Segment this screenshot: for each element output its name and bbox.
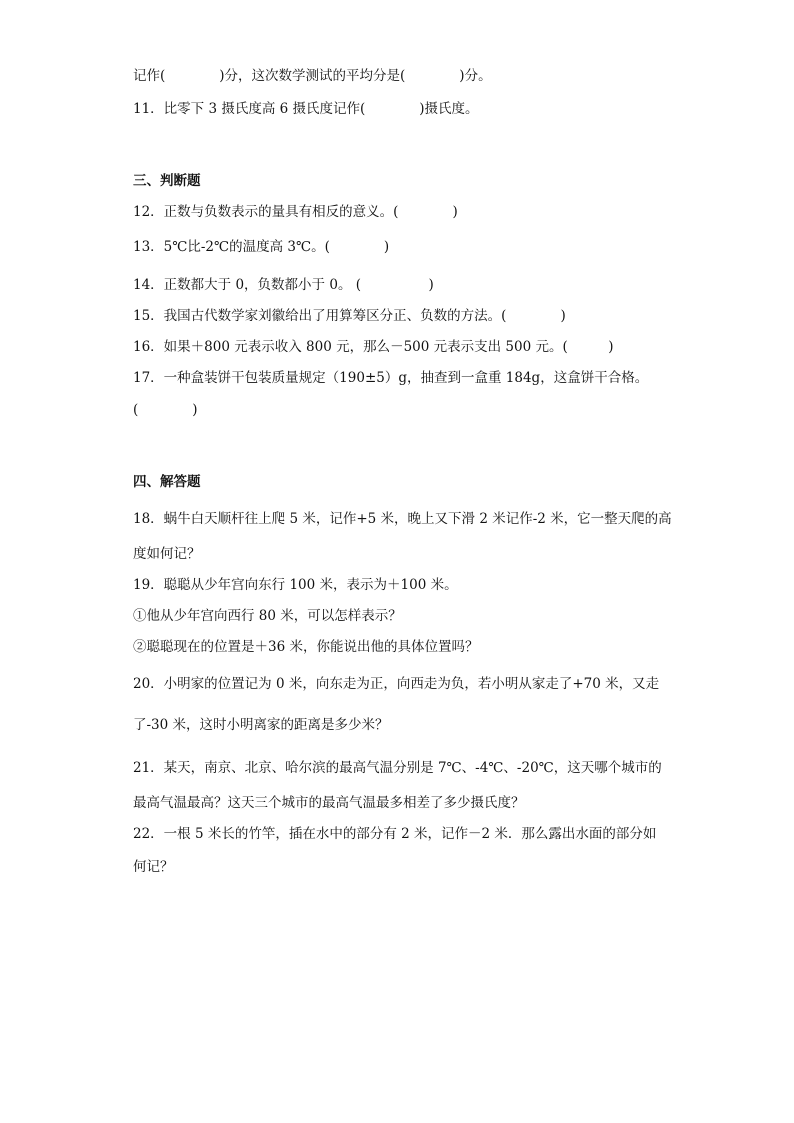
question-18-continued: 度如何记？ [133,546,201,562]
question-19-part-2: ②聪聪现在的位置是＋36 米，你能说出他的具体位置吗？ [133,639,479,655]
question-14: 14．正数都大于 0，负数都小于 0。 ( ) [133,277,434,293]
question-17: 17．一种盒装饼干包装质量规定（190±5）g，抽查到一盒重 184g，这盒饼干合格。 [133,370,649,386]
question-15: 15．我国古代数学家刘徽给出了用算筹区分正、负数的方法。( ) [133,308,566,324]
fill-blank-line-10-continued: 记作( )分，这次数学测试的平均分是( )分。 [133,68,492,84]
question-20-continued: 了-30 米，这时小明离家的距离是多少米？ [133,717,389,733]
question-21-continued: 最高气温最高？这天三个城市的最高气温最多相差了多少摄氏度？ [133,795,525,811]
question-20: 20．小明家的位置记为 0 米，向东走为正，向西走为负，若小明从家走了+70 米，又走 [133,676,660,692]
section-heading-answers: 四、解答题 [133,474,201,490]
question-12: 12．正数与负数表示的量具有相反的意义。( ) [133,204,458,220]
question-18: 18．蜗牛白天顺杆往上爬 5 米，记作+5 米，晚上又下滑 2 米记作-2 米，它一整天爬的高 [133,511,672,527]
question-17-answer-blank: ( ) [133,402,198,418]
question-16: 16．如果＋800 元表示收入 800 元，那么－500 元表示支出 500 元。( ) [133,339,614,355]
question-11: 11．比零下 3 摄氏度高 6 摄氏度记作( )摄氏度。 [133,101,479,117]
question-21: 21．某天，南京、北京、哈尔滨的最高气温分别是 7℃、-4℃、-20℃，这天哪个城市的 [133,760,662,776]
question-13: 13．5℃比-2℃的温度高 3℃。( ) [133,239,390,255]
question-22-continued: 何记？ [133,859,174,875]
question-19-part-1: ①他从少年宫向西行 80 米，可以怎样表示？ [133,608,402,624]
question-19: 19．聪聪从少年宫向东行 100 米，表示为＋100 米。 [133,577,458,593]
section-heading-judgement: 三、判断题 [133,173,201,189]
question-22: 22．一根 5 米长的竹竿，插在水中的部分有 2 米，记作－2 米．那么露出水面的部分如 [133,826,657,842]
